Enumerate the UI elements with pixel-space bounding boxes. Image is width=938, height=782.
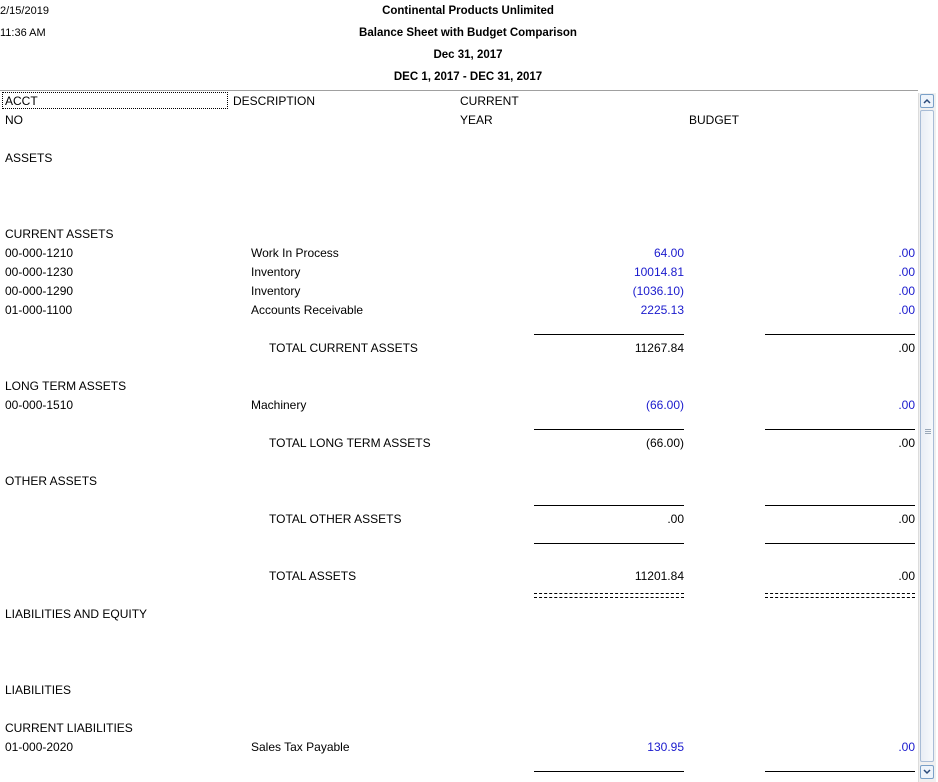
account-description: Inventory	[251, 265, 301, 279]
section-other-assets: OTHER ASSETS	[5, 474, 98, 488]
current-year-value: 10014.81	[633, 265, 684, 279]
report-as-of-date: Dec 31, 2017	[433, 49, 503, 61]
total-other-assets-label: TOTAL OTHER ASSETS	[269, 512, 402, 526]
grand-total-double-rule	[765, 593, 915, 598]
total-other-assets-current: .00	[667, 512, 684, 526]
account-description: Machinery	[251, 398, 307, 412]
company-name: Continental Products Unlimited	[382, 5, 554, 17]
current-year-value: (1036.10)	[632, 284, 684, 298]
budget-value: .00	[898, 398, 915, 412]
section-current-assets: CURRENT ASSETS	[5, 227, 114, 241]
section-long-term-assets: LONG TERM ASSETS	[5, 379, 127, 393]
account-number: 00-000-1210	[5, 246, 74, 260]
col-description-header: DESCRIPTION	[233, 94, 316, 108]
section-assets: ASSETS	[5, 151, 53, 165]
scroll-down-button[interactable]	[920, 765, 934, 779]
current-year-value: 64.00	[653, 246, 684, 260]
total-current-assets-current: 11267.84	[634, 341, 684, 355]
col-budget-header: BUDGET	[689, 113, 740, 127]
budget-value: .00	[898, 303, 915, 317]
report-time: 11:36 AM	[0, 27, 46, 39]
col-no-label: NO	[5, 113, 23, 127]
total-current-assets-label: TOTAL CURRENT ASSETS	[269, 341, 418, 355]
section-current-liabilities: CURRENT LIABILITIES	[5, 721, 133, 735]
subtotal-rule	[765, 429, 915, 430]
current-year-value: 130.95	[647, 740, 684, 754]
total-assets-current: 11201.84	[634, 569, 684, 583]
account-number: 00-000-1510	[5, 398, 74, 412]
total-other-assets-budget: .00	[898, 512, 915, 526]
subtotal-rule	[534, 543, 684, 544]
account-description: Sales Tax Payable	[251, 740, 350, 754]
chevron-up-icon	[923, 98, 931, 104]
account-number: 01-000-2020	[5, 740, 74, 754]
grip-icon	[925, 429, 931, 435]
header-divider	[0, 90, 918, 91]
subtotal-rule	[765, 543, 915, 544]
budget-value: .00	[898, 284, 915, 298]
subtotal-rule	[534, 334, 684, 335]
account-number: 00-000-1230	[5, 265, 74, 279]
total-assets-label: TOTAL ASSETS	[269, 569, 357, 583]
section-liabilities-and-equity: LIABILITIES AND EQUITY	[5, 607, 148, 621]
total-long-term-assets-budget: .00	[898, 436, 915, 450]
scroll-up-button[interactable]	[920, 94, 934, 108]
report-header	[0, 0, 938, 90]
vertical-scrollbar[interactable]	[918, 93, 936, 782]
chevron-down-icon	[923, 769, 931, 775]
budget-value: .00	[898, 265, 915, 279]
account-description: Work In Process	[251, 246, 339, 260]
col-year-header: YEAR	[460, 113, 493, 127]
subtotal-rule	[534, 505, 684, 506]
grand-total-double-rule	[534, 593, 684, 598]
section-liabilities: LIABILITIES	[5, 683, 72, 697]
subtotal-rule	[534, 429, 684, 430]
subtotal-rule	[765, 505, 915, 506]
total-long-term-assets-label: TOTAL LONG TERM ASSETS	[269, 436, 431, 450]
col-acct-label: ACCT	[5, 94, 38, 108]
report-title: Balance Sheet with Budget Comparison	[359, 27, 577, 39]
subtotal-rule	[534, 771, 684, 772]
total-current-assets-budget: .00	[898, 341, 915, 355]
budget-value: .00	[898, 740, 915, 754]
account-description: Accounts Receivable	[251, 303, 364, 317]
total-long-term-assets-current: (66.00)	[645, 436, 684, 450]
total-assets-budget: .00	[898, 569, 915, 583]
current-year-value: 2225.13	[640, 303, 684, 317]
col-current-header: CURRENT	[460, 94, 519, 108]
budget-value: .00	[898, 246, 915, 260]
account-number: 00-000-1290	[5, 284, 74, 298]
subtotal-rule	[765, 771, 915, 772]
account-description: Inventory	[251, 284, 301, 298]
subtotal-rule	[765, 334, 915, 335]
scrollbar-thumb[interactable]	[920, 110, 934, 762]
account-number: 01-000-1100	[5, 303, 73, 317]
report-period: DEC 1, 2017 - DEC 31, 2017	[393, 71, 543, 83]
current-year-value: (66.00)	[645, 398, 684, 412]
report-date: 2/15/2019	[0, 5, 49, 17]
